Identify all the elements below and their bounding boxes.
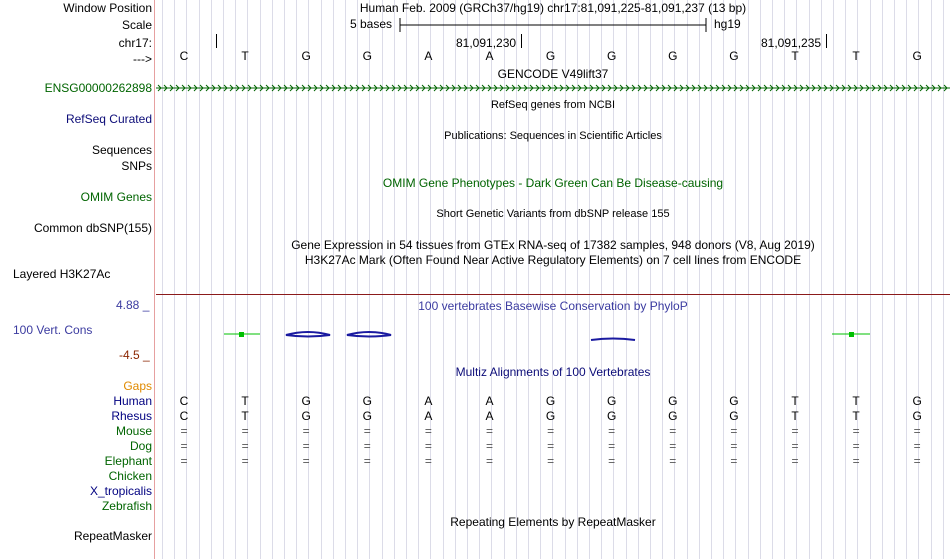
alignment-base: G: [362, 394, 372, 408]
alignment-base: G: [668, 394, 678, 408]
sequence-base: G: [668, 49, 678, 63]
omim-track-title[interactable]: OMIM Gene Phenotypes - Dark Green Can Be Disease-causing: [382, 176, 724, 190]
alignment-base: G: [607, 394, 617, 408]
phylop-axis-min: -4.5 _: [119, 348, 150, 362]
alignment-base: G: [545, 394, 556, 408]
alignment-base: =: [852, 439, 860, 453]
alignment-base: =: [669, 439, 677, 453]
alignment-base: =: [241, 439, 249, 453]
refseq-track-label[interactable]: RefSeq Curated: [65, 112, 152, 126]
dbsnp-track-label[interactable]: Common dbSNP(155): [33, 221, 152, 235]
alignment-base: =: [547, 454, 555, 468]
alignment-base: =: [241, 454, 249, 468]
sequence-base: A: [485, 49, 494, 63]
alignment-base: G: [668, 409, 678, 423]
sequence-base: G: [545, 49, 556, 63]
gtex-track-title[interactable]: Gene Expression in 54 tissues from GTEx RNA-seq of 17382 samples, 948 donors (V8, Aug 2019): [291, 238, 815, 252]
scale-text: 5 bases: [350, 17, 393, 31]
species-label[interactable]: Mouse: [115, 424, 152, 438]
alignment-base: G: [301, 394, 311, 408]
scale-label: Scale: [121, 18, 152, 32]
alignment-base: =: [547, 424, 555, 438]
alignment-base: T: [241, 394, 249, 408]
sequence-base: T: [852, 49, 860, 63]
alignment-base: A: [485, 394, 494, 408]
scale-bar: [398, 16, 710, 34]
alignment-base: T: [791, 394, 799, 408]
alignment-base: =: [669, 424, 677, 438]
sequence-base: G: [362, 49, 372, 63]
dbsnp-track-title[interactable]: Short Genetic Variants from dbSNP release 155: [436, 208, 670, 220]
window-position-label: Window Position: [63, 1, 152, 15]
alignment-base: =: [547, 439, 555, 453]
alignment-base: =: [485, 424, 493, 438]
alignment-base: G: [362, 409, 372, 423]
alignment-base: G: [729, 394, 739, 408]
alignment-base: =: [180, 424, 188, 438]
phylop-axis-max: 4.88 _: [116, 298, 150, 312]
sequence-base: G: [912, 49, 922, 63]
alignment-base: A: [424, 394, 433, 408]
multiz-track-title[interactable]: Multiz Alignments of 100 Vertebrates: [455, 365, 651, 379]
alignment-base: =: [180, 439, 188, 453]
species-label[interactable]: Rhesus: [111, 409, 152, 423]
scale-assembly: hg19: [714, 17, 741, 31]
phylop-track-title[interactable]: 100 vertebrates Basewise Conservation by PhyloP: [418, 299, 688, 313]
alignment-base: =: [424, 439, 432, 453]
snps-track-label[interactable]: SNPs: [121, 159, 152, 173]
alignment-base: A: [485, 409, 494, 423]
alignment-base: =: [791, 424, 799, 438]
alignment-base: T: [241, 409, 249, 423]
alignment-base: T: [852, 394, 860, 408]
refseq-track-title[interactable]: RefSeq genes from NCBI: [490, 99, 616, 111]
species-label[interactable]: Zebrafish: [101, 499, 152, 513]
alignment-base: C: [179, 409, 189, 423]
h3k27ac-track-title[interactable]: H3K27Ac Mark (Often Found Near Active Regulatory Elements) on 7 cell lines from ENCODE: [304, 253, 802, 267]
phylop-graph[interactable]: [156, 326, 950, 346]
alignment-base: A: [424, 409, 433, 423]
strand-label: --->: [133, 52, 152, 66]
coord-label-1: 81,091,230: [456, 36, 517, 50]
label-gutter-divider: [154, 0, 155, 559]
sequences-track-label[interactable]: Sequences: [91, 143, 152, 157]
alignment-base: =: [180, 454, 188, 468]
alignment-base: G: [301, 409, 311, 423]
alignment-base: =: [302, 424, 310, 438]
alignment-base: =: [913, 424, 921, 438]
alignment-base: =: [608, 424, 616, 438]
species-label[interactable]: Chicken: [108, 469, 152, 483]
track-divider-line: [156, 294, 950, 295]
chrom-label: chr17:: [118, 36, 152, 50]
species-label[interactable]: Elephant: [104, 454, 152, 468]
alignment-base: T: [852, 409, 860, 423]
sequence-base: G: [729, 49, 739, 63]
alignment-base: =: [852, 424, 860, 438]
sequence-base: C: [179, 49, 189, 63]
alignment-base: =: [485, 439, 493, 453]
alignment-base: C: [179, 394, 189, 408]
alignment-base: =: [485, 454, 493, 468]
alignment-base: G: [607, 409, 617, 423]
sequence-base: A: [424, 49, 433, 63]
gaps-label: Gaps: [123, 379, 152, 393]
species-label[interactable]: X_tropicalis: [89, 484, 152, 498]
gencode-track-label[interactable]: ENSG00000262898: [44, 81, 152, 95]
alignment-base: =: [730, 439, 738, 453]
repeatmasker-track-title[interactable]: Repeating Elements by RepeatMasker: [450, 515, 656, 529]
alignment-base: =: [363, 454, 371, 468]
omim-track-label[interactable]: OMIM Genes: [80, 190, 152, 204]
alignment-base: =: [913, 454, 921, 468]
alignment-base: =: [913, 439, 921, 453]
window-position-value: Human Feb. 2009 (GRCh37/hg19) chr17:81,091,225-81,091,237 (13 bp): [359, 1, 747, 15]
alignment-base: =: [363, 439, 371, 453]
species-label[interactable]: Dog: [129, 439, 152, 453]
ruler-tick: [826, 34, 827, 48]
alignment-base: =: [791, 454, 799, 468]
alignment-base: G: [729, 409, 739, 423]
alignment-base: =: [424, 424, 432, 438]
ruler-tick: [521, 34, 522, 48]
alignment-base: =: [241, 424, 249, 438]
sequence-base: G: [607, 49, 617, 63]
ruler-tick: [216, 34, 217, 48]
alignment-base: =: [730, 424, 738, 438]
alignment-base: =: [302, 439, 310, 453]
alignment-base: =: [302, 454, 310, 468]
alignment-base: =: [608, 439, 616, 453]
alignment-base: =: [791, 439, 799, 453]
sequence-base: T: [791, 49, 799, 63]
alignment-base: =: [424, 454, 432, 468]
alignment-base: =: [669, 454, 677, 468]
alignment-base: G: [545, 409, 556, 423]
sequence-base: T: [241, 49, 249, 63]
repeatmasker-track-label[interactable]: RepeatMasker: [73, 529, 152, 543]
gencode-feature[interactable]: [156, 82, 950, 94]
species-label[interactable]: Human: [113, 394, 152, 408]
h3k27ac-track-label[interactable]: Layered H3K27Ac: [13, 267, 111, 281]
phylop-track-label[interactable]: 100 Vert. Cons: [13, 323, 93, 337]
pubs-track-title[interactable]: Publications: Sequences in Scientific Articles: [444, 130, 662, 142]
alignment-base: =: [730, 454, 738, 468]
alignment-base: =: [852, 454, 860, 468]
alignment-base: =: [608, 454, 616, 468]
alignment-base: =: [363, 424, 371, 438]
alignment-base: G: [912, 394, 922, 408]
sequence-base: G: [301, 49, 311, 63]
gencode-track-title[interactable]: GENCODE V49lift37: [497, 67, 609, 81]
alignment-base: G: [912, 409, 922, 423]
alignment-base: T: [791, 409, 799, 423]
coord-label-2: 81,091,235: [761, 36, 822, 50]
